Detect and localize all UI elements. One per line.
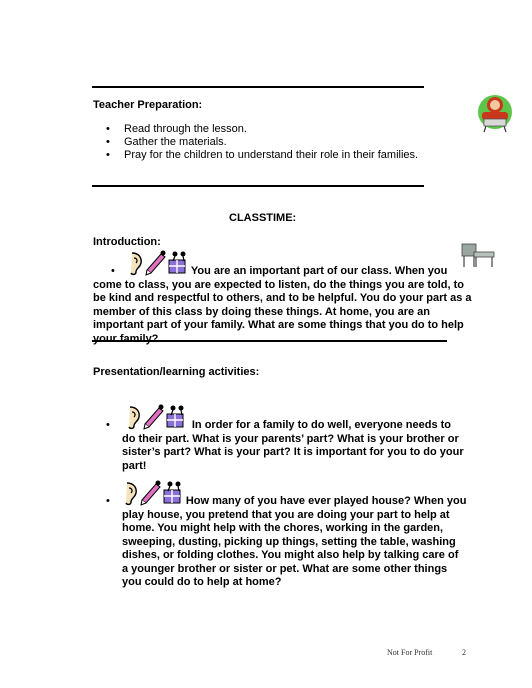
hands-gift-icon bbox=[164, 482, 181, 504]
pencil-icon bbox=[144, 405, 164, 430]
list-item: • Read through the lesson. bbox=[106, 123, 247, 135]
list-item: • Gather the materials. bbox=[106, 136, 227, 148]
introduction-paragraph: • You are an important part of our class. When you come to class, you are expected to listen, do the things you are told, to be kind and respectful to others, and to be helpful. You do your part as a member of this class by doing these things. At home, you are an important part of your family. What are some things that you do to help your family? bbox=[93, 250, 473, 346]
footer-text: Not For Profit bbox=[387, 648, 433, 657]
presentation-heading: Presentation/learning activities: bbox=[93, 366, 260, 378]
pencil-icon bbox=[146, 251, 166, 276]
top-rule bbox=[92, 86, 424, 88]
ear-icon bbox=[129, 407, 139, 428]
classtime-heading: CLASSTIME: bbox=[229, 212, 297, 224]
page-number: 2 bbox=[462, 648, 466, 657]
ear-icon bbox=[126, 483, 136, 504]
introduction-heading: Introduction: bbox=[93, 236, 161, 248]
teacher-prep-heading: Teacher Preparation: bbox=[93, 99, 203, 111]
listen-draw-share-icons bbox=[118, 480, 184, 506]
ear-icon bbox=[131, 253, 141, 274]
teacher-clipart-icon bbox=[476, 92, 514, 134]
hands-gift-icon bbox=[167, 406, 184, 428]
presentation-item: • In order for a family to do well, everyone needs to do their part. What is your parents’ part? What is your brother or sister’s part? What is your part? It is important for you to do your part! bbox=[122, 404, 467, 473]
listen-draw-share-icons bbox=[123, 250, 189, 276]
pencil-icon bbox=[141, 481, 161, 506]
prep-rule bbox=[92, 185, 424, 187]
intro-rule bbox=[92, 340, 447, 342]
teacher-prep-list bbox=[106, 123, 418, 162]
presentation-item: • How many of you have ever played house? When you play house, you pretend that you are doing your part to help at home. You might help with the chores, working in the garden, sweeping, dusting, picking up things, setting the table, washing dishes, or folding clothes. You might also help by talking care of a younger brother or sister or pet. What are some other things you could do to help at home? bbox=[122, 480, 467, 590]
listen-draw-share-icons bbox=[118, 404, 190, 430]
list-item: • Pray for the children to understand their role in their families. bbox=[106, 149, 419, 161]
hands-gift-icon bbox=[169, 252, 186, 274]
